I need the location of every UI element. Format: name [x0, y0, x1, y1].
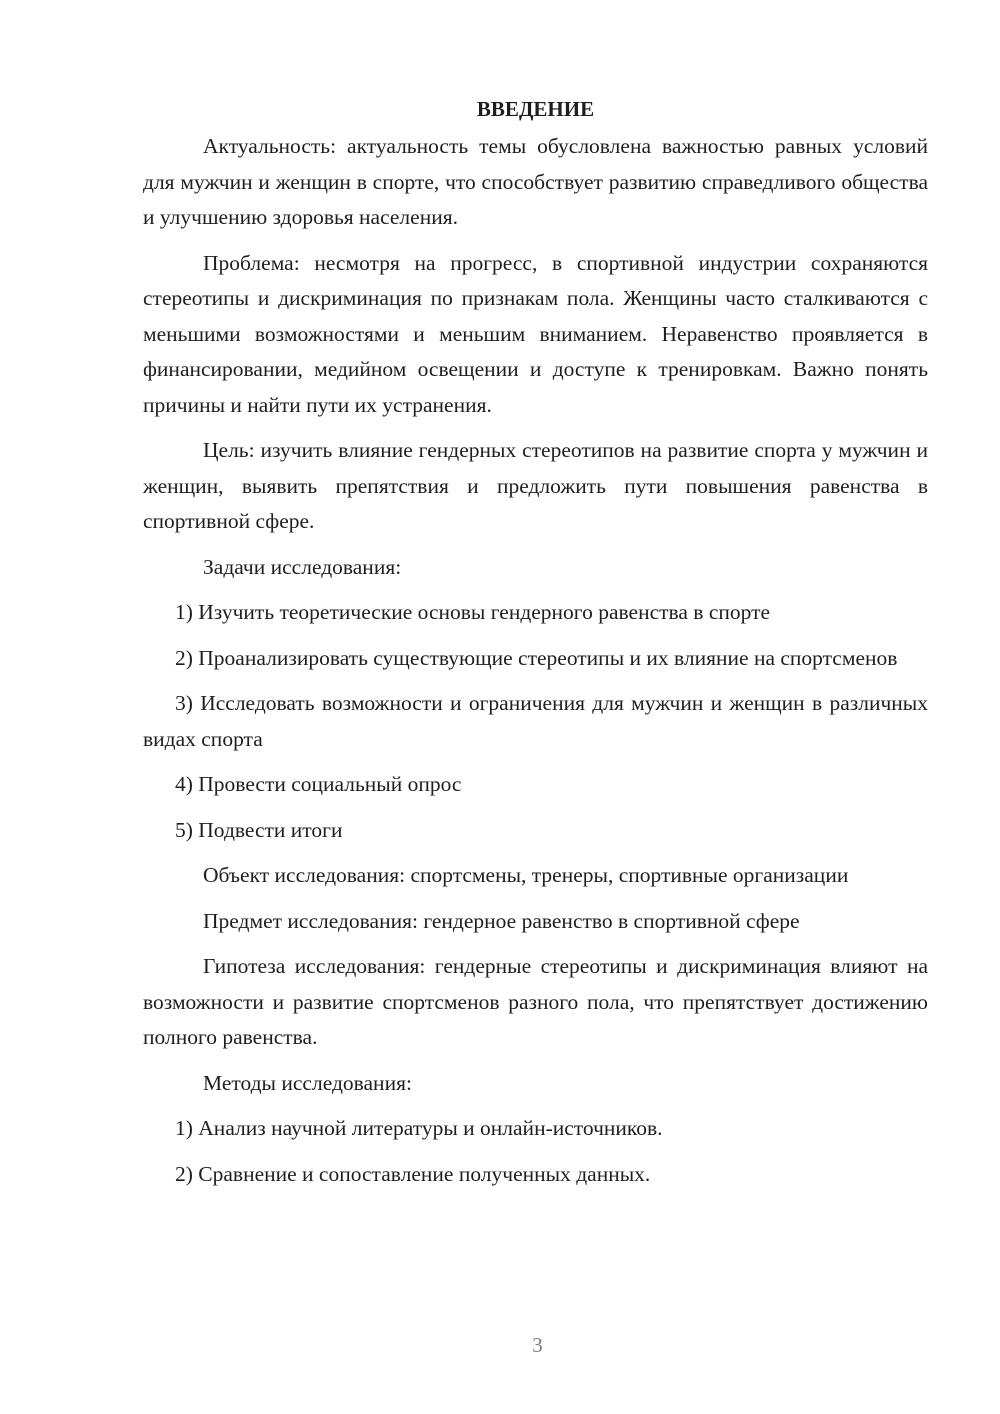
- list-item: 3) Исследовать возможности и ограничения для мужчин и женщин в различных видах спорта: [143, 691, 928, 751]
- tasks-heading: Задачи исследования:: [203, 554, 402, 579]
- list-item: 4) Провести социальный опрос: [175, 772, 462, 796]
- tasks-list: [143, 595, 928, 848]
- document-page: [143, 92, 928, 1192]
- hypothesis-paragraph: Гипотеза исследования: гендерные стереотипы и дискриминация влияют на возможности и развитие спортсменов разного пола, что препятствует достижению полного равенства.: [143, 954, 928, 1049]
- problem-paragraph: Проблема: несмотря на прогресс, в спортивной индустрии сохраняются стереотипы и дискриминация по признакам пола. Женщины часто сталкиваются с меньшими возможностями и меньшим вниманием. Неравенство проявляется в финансировании, медийном освещении и доступе к тренировкам. Важно понять причины и найти пути их устранения.: [143, 250, 928, 417]
- methods-list: [143, 1111, 928, 1192]
- relevance-paragraph: Актуальность: актуальность темы обусловлена важностью равных условий для мужчин и женщин в спорте, что способствует развитию справедливого общества и улучшению здоровья населения.: [143, 134, 928, 229]
- object-paragraph: Объект исследования: спортсмены, тренеры, спортивные организации: [203, 863, 849, 887]
- subject-paragraph: Предмет исследования: гендерное равенство в спортивной сфере: [203, 908, 800, 933]
- list-item: 5) Подвести итоги: [175, 817, 343, 842]
- list-item: 2) Сравнение и сопоставление полученных данных.: [175, 1161, 651, 1186]
- list-item: 1) Анализ научной литературы и онлайн-источников.: [175, 1116, 663, 1140]
- methods-heading: Методы исследования:: [203, 1070, 412, 1095]
- page-title: ВВЕДЕНИЕ: [476, 97, 595, 121]
- goal-paragraph: Цель: изучить влияние гендерных стереотипов на развитие спорта у мужчин и женщин, выявить препятствия и предложить пути повышения равенства в спортивной сфере.: [143, 438, 928, 533]
- page-number: 3: [532, 1333, 543, 1357]
- list-item: 1) Изучить теоретические основы гендерного равенства в спорте: [175, 600, 771, 624]
- list-item: 2) Проанализировать существующие стереотипы и их влияние на спортсменов: [175, 645, 898, 670]
